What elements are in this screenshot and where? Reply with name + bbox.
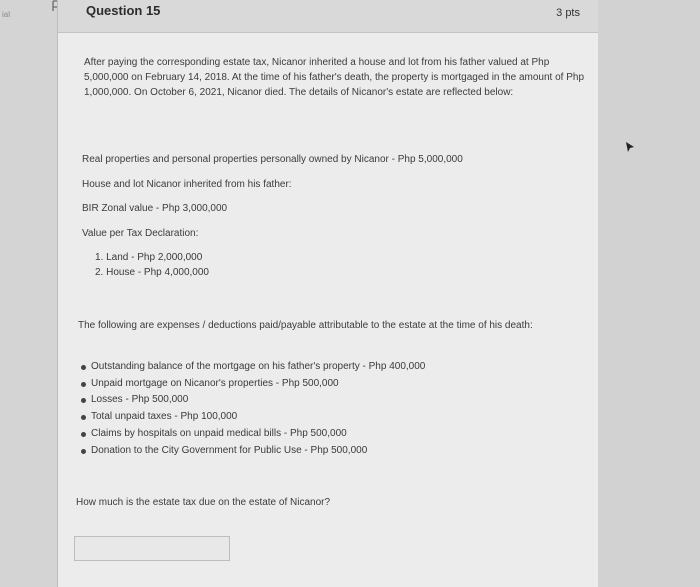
question-intro: After paying the corresponding estate tax, Nicanor inherited a house and lot from his father valued at Php 5,000,000 on February 14, 2018. At the time of his father's death, the property is mortgaged in the amount of Php 1,000,000. On October 6, 2021, Nicanor died. The details of Nicanor's estate are reflected below: xyxy=(84,57,584,98)
list-item: Outstanding balance of the mortgage on his father's property - Php 400,000 xyxy=(74,359,425,376)
expenses-list xyxy=(74,359,425,459)
real-properties-line: Real properties and personal properties personally owned by Nicanor - Php 5,000,000 xyxy=(82,154,463,165)
answer-input[interactable] xyxy=(74,536,230,561)
cursor-arrow-icon xyxy=(625,141,635,155)
zonal-value-line: BIR Zonal value - Php 3,000,000 xyxy=(82,203,228,214)
list-item: Total unpaid taxes - Php 100,000 xyxy=(74,409,425,426)
left-sidebar xyxy=(0,0,58,587)
question-card xyxy=(57,0,599,587)
question-title: Question 15 xyxy=(86,3,161,18)
question-prompt: How much is the estate tax due on the estate of Nicanor? xyxy=(76,497,331,508)
list-item: Donation to the City Government for Public Use - Php 500,000 xyxy=(74,443,425,460)
list-item: 2. House - Php 4,000,000 xyxy=(95,267,209,278)
question-header xyxy=(58,0,598,33)
question-points: 3 pts xyxy=(556,7,580,19)
sidebar-text-fragment: ial xyxy=(2,10,11,19)
list-item: Unpaid mortgage on Nicanor's properties - Php 500,000 xyxy=(74,376,425,393)
tax-declaration-list xyxy=(82,250,209,280)
expenses-intro: The following are expenses / deductions paid/payable attributable to the estate at the time of his death: xyxy=(78,320,533,331)
list-item: Losses - Php 500,000 xyxy=(74,392,425,409)
list-item: 1. Land - Php 2,000,000 xyxy=(95,252,203,263)
list-item: Claims by hospitals on unpaid medical bills - Php 500,000 xyxy=(74,426,425,443)
inherited-heading: House and lot Nicanor inherited from his father: xyxy=(82,179,292,190)
right-margin xyxy=(598,0,700,587)
tax-declaration-heading: Value per Tax Declaration: xyxy=(82,228,199,239)
